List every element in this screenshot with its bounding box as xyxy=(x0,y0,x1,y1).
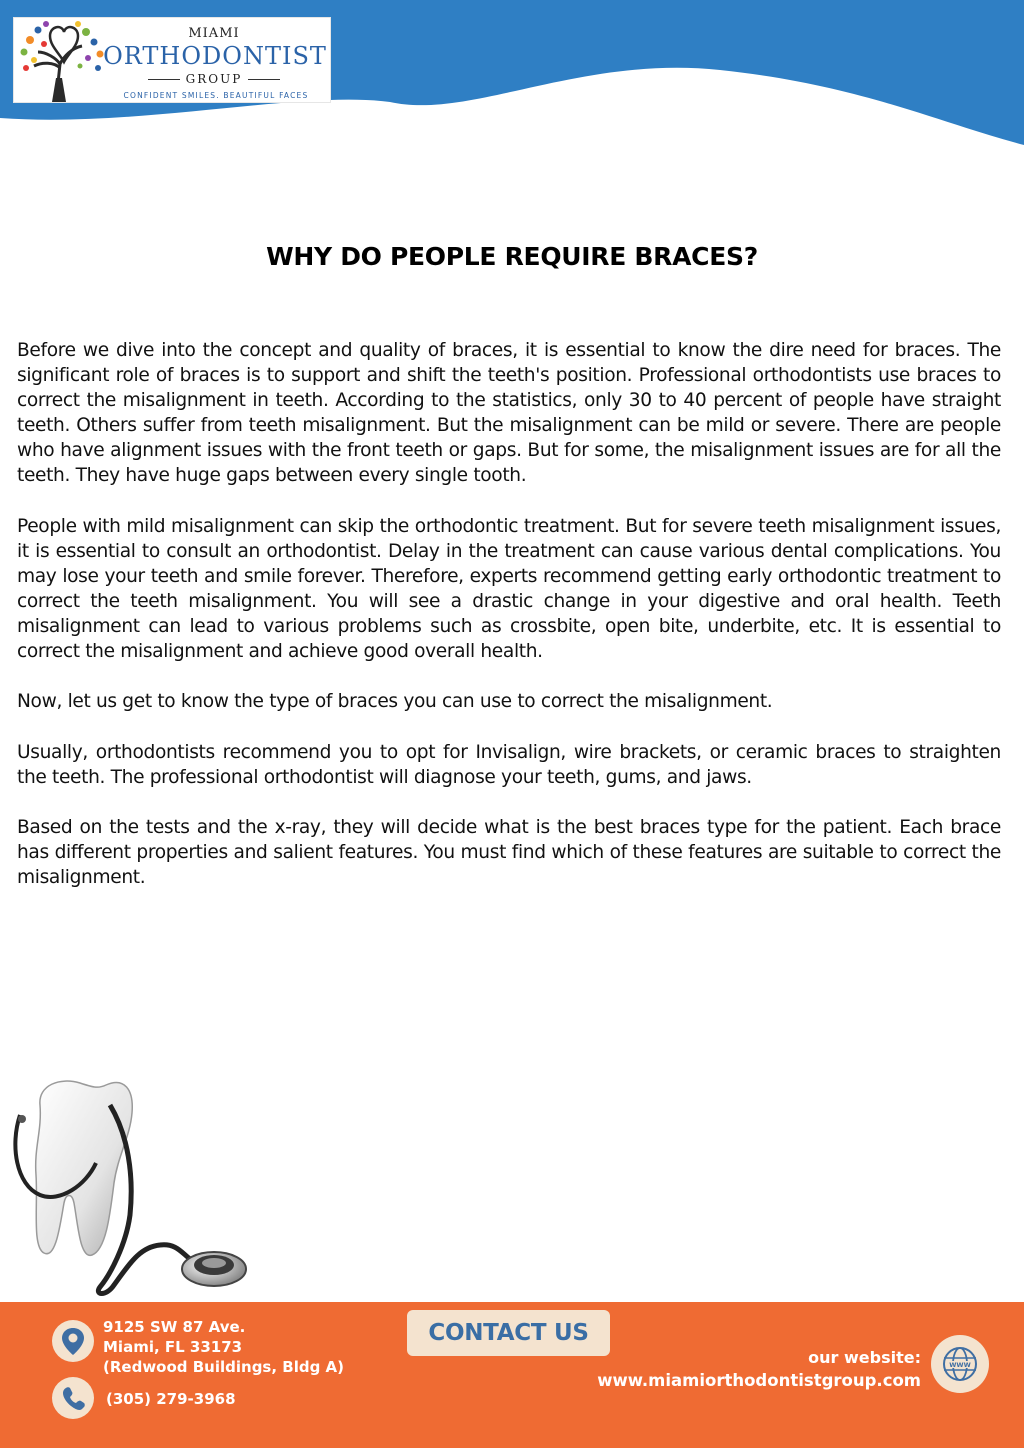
company-logo[interactable] xyxy=(14,18,330,102)
logo-orthodontist-text: ORTHODONTIST xyxy=(103,42,327,70)
contact-us-button[interactable]: CONTACT US xyxy=(407,1310,610,1356)
globe-icon xyxy=(931,1335,989,1393)
address-block xyxy=(103,1317,344,1377)
svg-text:WWW: WWW xyxy=(949,1361,971,1369)
footer xyxy=(0,1302,1024,1448)
page-title: WHY DO PEOPLE REQUIRE BRACES? xyxy=(266,242,758,271)
website-link[interactable]: www.miamiorthodontistgroup.com xyxy=(597,1371,921,1390)
address-line-1: 9125 SW 87 Ave. xyxy=(103,1318,246,1336)
article-body xyxy=(17,338,1001,915)
map-pin-icon xyxy=(52,1320,94,1362)
logo-miami-text: MIAMI xyxy=(188,26,240,41)
paragraph-3: Now, let us get to know the type of braces you can use to correct the misalignment. xyxy=(17,691,773,713)
address-line-3: (Redwood Buildings, Bldg A) xyxy=(103,1358,345,1376)
phone-icon xyxy=(52,1377,94,1419)
paragraph-1: Before we dive into the concept and quality of braces, it is essential to know the dire need for braces. The significant role of braces is to support and shift the teeth's position. Professional orthodontists use braces to correct the misalignment in teeth. According to the statistics, only 30 to 40 percent of people have straight teeth. Others suffer from teeth misalignment. But the misalignment can be mild or severe. There are people who have alignment issues with the front teeth or gaps. But for some, the misalignment issues are for all the teeth. They have huge gaps between every single tooth. xyxy=(17,340,1001,487)
paragraph-4: Usually, orthodontists recommend you to opt for Invisalign, wire brackets, or ceramic braces to straighten the teeth. The professional orthodontist will diagnose your teeth, gums, and jaws. xyxy=(17,741,1001,788)
logo-tagline: CONFIDENT SMILES. BEAUTIFUL FACES xyxy=(123,91,309,100)
logo-group-text: GROUP xyxy=(134,72,294,86)
phone-number[interactable]: (305) 279-3968 xyxy=(106,1390,236,1408)
paragraph-5: Based on the tests and the x-ray, they will decide what is the best braces type for the patient. Each brace has different properties and salient features. You must find which of these features are suitable to correct the misalignment. xyxy=(17,816,1001,888)
paragraph-2: People with mild misalignment can skip the orthodontic treatment. But for severe teeth misalignment issues, it is essential to consult an orthodontist. Delay in the treatment can cause various dental complications. You may lose your teeth and smile forever. Therefore, experts recommend getting early orthodontic treatment to correct the teeth misalignment. You will see a drastic change in your digestive and oral health. Teeth misalignment can lead to various problems such as crossbite, open bite, underbite, etc. It is essential to correct the misalignment and achieve good overall health. xyxy=(17,515,1001,663)
tree-logo-icon xyxy=(16,18,108,102)
address-line-2: Miami, FL 33173 xyxy=(103,1338,243,1356)
website-label: our website: xyxy=(808,1348,921,1367)
tooth-stethoscope-icon xyxy=(10,1075,250,1300)
